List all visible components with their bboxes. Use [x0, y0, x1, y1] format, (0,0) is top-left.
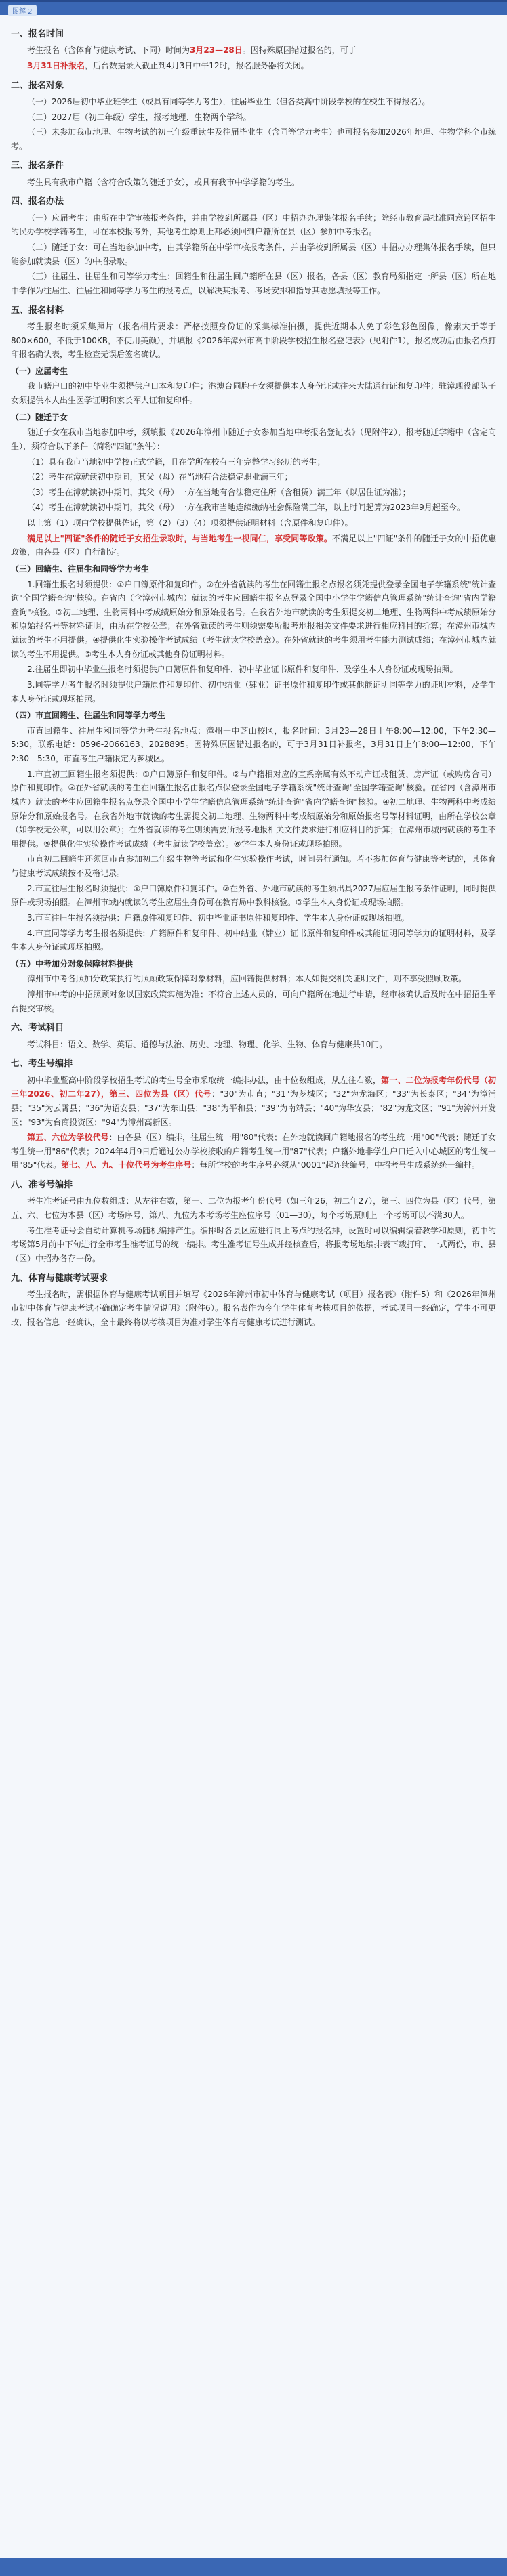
- highlight-text: 3月23—28日: [190, 45, 243, 56]
- body-text: 四、报名办法: [11, 196, 64, 207]
- body-text: （四）市直回籍生、往届生和同等学力考生: [11, 711, 166, 721]
- paragraph: [11, 455, 496, 469]
- body-text: 考生准考证号会自动计算机考场随机编排产生。编排时各县区应进行同上考点的报名排，设置时可以编辑编着教学和原则，初中的考场第5月前中下旬进行全市考生准考证号的统一编排。考生准考证号生成并经核查后，将报考场地编排表下载打印、一式两份，市、县（区）中招办各存一份。: [11, 1225, 496, 1263]
- paragraph: [11, 882, 496, 910]
- section-heading: [11, 194, 496, 209]
- body-text: （三）未参加我市地理、生物考试的初三年级重读生及往届毕业生（含同等学力考生）也可报名参加2026年地理、生物学科全市统考。: [11, 127, 496, 151]
- paragraph: [11, 927, 496, 954]
- section-heading: [11, 79, 496, 93]
- section-heading: [11, 1271, 496, 1286]
- paragraph: [11, 767, 496, 851]
- body-text: 市直回籍生、往届生和同等学力考生报名地点：漳州一中芝山校区，报名时间：3月23—28日上午8:00—12:00，下午2:30—5:30，联系电话：0596-2066163、2028895。因特殊原因错过报名的，可于3月31日补报名，3月31日上午8:00—12:00，下午2:30—5:30，市直考生户籍限定为芗城区。: [11, 725, 496, 764]
- highlight-text: 第一、二位为报考年份代号（初三年2026、初二年27），第三、四位为县（区）代号: [11, 1075, 496, 1099]
- paragraph: [11, 211, 496, 239]
- body-text: 我市籍户口的初中毕业生须提供户口本和复印件；港澳台同胞子女须提供本人身份证或往来大陆通行证和复印件；驻漳现役部队子女须提供本人出生医学证明和家长军人证和复印件。: [11, 381, 496, 406]
- body-text: ，后台数据录入截止到4月3日中午12时，报名服务器将关闭。: [85, 60, 309, 70]
- section-heading: [11, 562, 496, 576]
- body-text: 市直初二回籍生还须回市直参加初二年级生物等考试和化生实验操作考试，时间另行通知。若不参加体育与健康等考试的，其体育与健康考试成绩按不及格记录。: [11, 854, 496, 879]
- paragraph: [11, 59, 496, 73]
- header-tag: 图解 2: [8, 5, 37, 16]
- bottom-bar: [0, 2558, 507, 2576]
- body-text: 考生具有我市户籍（含符合政策的随迁子女），或具有我市中学学籍的考生。: [27, 177, 300, 187]
- paragraph: [11, 1131, 496, 1173]
- paragraph: [11, 270, 496, 297]
- body-text: ："30"为市直；"31"为芗城区；"32"为龙海区；"33"为长泰区；"34"为漳浦县；"35"为云霄县；"36"为诏安县；"37"为东山县；"38"为平和县；"39"为南靖县；"40"为华安县；"82"为龙文区；"91"为漳州开发区；"93"为台商投资区；"94"为漳州高新区。: [11, 1089, 497, 1127]
- body-text: （4）考生在漳就读初中期间，其父（母）一方在我市当地连续缴纳社会保险满三年，以上时间起算为2023年9月起至今。: [27, 503, 465, 513]
- paragraph: [11, 1038, 496, 1052]
- body-text: ：每所学校的考生序号必须从"0001"起连续编号，中招考号生成系统统一编排。: [191, 1160, 480, 1170]
- section-heading: [11, 1021, 496, 1036]
- paragraph: [11, 911, 496, 925]
- body-text: （二）随迁子女: [11, 412, 68, 422]
- body-text: 考生报名（含体育与健康考试、下同）时间为: [27, 45, 190, 56]
- section-heading: [11, 27, 496, 42]
- paragraph: [11, 724, 496, 766]
- body-text: 3.同等学力考生报名时须提供户籍原件和复印件、初中结业（肄业）证书原件和复印件或其他能证明同等学力的证明材料，及学生本人身份证或现场拍照。: [11, 679, 496, 704]
- body-text: （一）2026届初中毕业班学生（或具有同等学力考生），往届毕业生（但各类高中阶段学校的在校生不得报名）。: [27, 96, 430, 106]
- body-text: 2.往届生即初中毕业生报名时须提供户口簿原件和复印件、初中毕业证书原件和复印件、及学生本人身份证或现场拍照。: [27, 664, 458, 675]
- section-heading: [11, 957, 496, 971]
- body-text: （三）回籍生、往届生和同等学力考生: [11, 564, 150, 574]
- body-text: 考生报名时，需根据体育与健康考试项目并填写《2026年漳州市初中体育与健康考试（项目）报名表》（附件5）和《2026年漳州市初中体育与健康考试不确确定考生情况说明》（附件6）。报名表作为今年学生体育考核项目的依据，考试项目一经确定，学生不可更改，报名信息一经确认，全市最终将以考核项目为准对学生体育与健康考试进行测试。: [11, 1289, 496, 1328]
- paragraph: [11, 1288, 496, 1330]
- body-text: （一）应届考生: [11, 366, 68, 376]
- paragraph: [11, 516, 496, 530]
- body-text: 八、准考号编排: [11, 1180, 73, 1191]
- section-heading: [11, 1178, 496, 1193]
- section-heading: [11, 410, 496, 425]
- body-text: 。因特殊原因错过报名的，可于: [242, 45, 357, 56]
- body-text: 九、体育与健康考试要求: [11, 1273, 108, 1284]
- body-text: 七、考生号编排: [11, 1059, 73, 1070]
- section-heading: [11, 159, 496, 173]
- body-text: 初中毕业暨高中阶段学校招生考试的考生号全市采取统一编排办法，由十位数组成，从左往右数，: [27, 1075, 382, 1085]
- paragraph: [11, 470, 496, 484]
- paragraph: [11, 175, 496, 190]
- body-text: 考生报名时须采集照片（报名相片要求：严格按照身份证的采集标准拍摄，提供近期本人免子彩色彩色图像，像素大于等于800×600，不低于100KB，不使用美颜），并填报《2026年漳州市高中阶段学校招生报名登记表》（见附件1），报名成功后由报名点打印报名确认表，考生检查无误后签名确认。: [11, 321, 496, 360]
- body-text: （二）2027届（初二年级）学生，报考地理、生物两个学科。: [27, 112, 251, 122]
- body-text: 漳州市中考的中招照顾对象以国家政策实施为准；不符合上述人员的，可向户籍所在地进行申请，经审核确认后及时在中招招生平台提交审核。: [11, 990, 496, 1013]
- paragraph: [11, 1074, 496, 1130]
- body-text: （1）具有我市当地初中学校正式学籍，且在学所在校有三年完整学习经历的考生；: [27, 457, 325, 467]
- paragraph: [11, 501, 496, 515]
- paragraph: [11, 532, 496, 559]
- body-text: 4.市直同等学力考生报名须提供：户籍原件和复印件、初中结业（肄业）证书原件和复印件或其能证明同等学力的证明材料，及学生本人身份证或现场拍照。: [11, 928, 496, 952]
- body-text: 考试科目：语文、数学、英语、道德与法治、历史、地理、物理、化学、生物、体育与健康共10门。: [27, 1039, 388, 1049]
- paragraph: [11, 662, 496, 677]
- body-text: 3.市直往届生报名须提供：户籍原件和复印件、初中毕业证书原件和复印件、学生本人身份证或现场拍照。: [27, 912, 409, 923]
- paragraph: [11, 125, 496, 153]
- paragraph: [11, 320, 496, 362]
- body-text: 1.市直初三回籍生报名须提供：①户口簿原件和复印件。②与户籍相对应的直系亲属有效不动产证或租赁、房产证（或购房合同）原件和复印件。③在外省就读的考生在回籍生报名由报名点保登录全国电子学籍系统"统计查询"全国学籍查询"核验。在省内（含漳州市城内）就读的考生应回籍生报名点登录全国中小学生学籍信息管理系统"统计查询"省内学籍查询"核验。④初二地理、生物两科中考成绩原始分和原始报名号。在我省外地市就读的考生需提交初二地理、生物两科中考成绩原始分和原始报名号等材料证明，由所在学校公章（如学校无公章，可以用公章）；在外省就读的考生则须需要所报考地报相关文件要求进行相应科目的折算；在漳州市城内就读的考生不用提供。⑤提供化生实验操作考试成绩（考生就读学校盖章）。⑥学生本人身份证或现场拍照。: [11, 769, 496, 849]
- top-bar: [0, 0, 507, 15]
- paragraph: [11, 578, 496, 662]
- body-text: ：由各县（区）编排，往届生统一用"80"代表；在外地就读回户籍地报名的考生统一用"00"代表；随迁子女考生统一用"86"代表；2024年4月9日后通过公办学校接收的户籍考生统一用"87"代表；户籍外地非学生户口迁入中心城区的考生统一用"85"代表。: [11, 1133, 496, 1170]
- body-text: （3）考生在漳就读初中期间，其父（母）一方在当地有合法稳定住所（含租赁）满三年（以居住证为准）；: [27, 487, 411, 497]
- paragraph: [11, 95, 496, 109]
- body-text: 不满足以上"四证"条件的随迁子女的中招优惠政策，由各县（区）自行制定。: [11, 533, 496, 557]
- body-text: （五）中考加分对象保障材料提供: [11, 958, 134, 969]
- paragraph: [11, 972, 496, 986]
- paragraph: [11, 43, 496, 58]
- paragraph: [11, 425, 496, 453]
- paragraph: [11, 988, 496, 1015]
- article-body: [11, 22, 496, 1331]
- highlight-text: 第七、八、九、十位代号为考生序号: [61, 1160, 192, 1170]
- body-text: （2）考生在漳就读初中期间，其父（母）在当地有合法稳定职业满三年；: [27, 472, 293, 482]
- highlight-text: 满足以上"四证"条件的随迁子女招生录取时，与当地考生一视同仁，享受同等政策。: [27, 533, 333, 543]
- paragraph: [11, 852, 496, 880]
- body-text: （二）随迁子女：可在当地参加中考，由其学籍所在中学审核报考条件，并由学校到所属县（区）中招办办理集体报名手续，但只能参加就读县（区）的中招录取。: [11, 242, 496, 266]
- highlight-text: 3月31日补报名: [27, 60, 85, 70]
- body-text: （三）往届生、往届生和同等学力考生：回籍生和往届生回户籍所在县（区）报名，各县（区）教育局须指定一所县（区）所在地中学作为往届生、往届生和同等学力考生的报考点，以解决其报考、考场安排和指导其志愿填报等工作。: [11, 272, 496, 295]
- paragraph: [11, 486, 496, 500]
- body-text: （一）应届考生：由所在中学审核报考条件，并由学校到所属县（区）中招办办理集体报名手续；除经市教育局批准同意跨区招生的民办学校学籍考生，可在本校报考外，其他考生原则上都必须回到户籍所在县（区）参加中考报名。: [11, 213, 496, 237]
- body-text: 1.回籍生报名时须提供：①户口簿原件和复印件。②在外省就读的考生在回籍生报名点报名须凭提供登录全国电子学籍系统"统计查询"全国学籍查询"核验。在省内（含漳州市城内）就读的考生应回籍生报名点登录全国中小学生学籍信息管理系统"统计查询"省内学籍查询"核验。③初二地理、生物两科中考成绩原始分和原始报名号。在我省外地市就读的考生须提交初二地理、生物两科中考成绩原始分和原始报名号等材料证明，由所在学校公章；在外省就读的考生则须需要所报考地报相关文件要求进行相应科目的折算；在漳州市城内就读的考生不用提供。④提供化生实验操作考试成绩（考生就读学校盖章）。在外省就读的考生须用考生能力测试成绩；在漳州市城内就读的考生不用提供。⑤考生本人身份证或其他身份证明材料。: [11, 579, 496, 659]
- body-text: 六、考试科目: [11, 1023, 64, 1034]
- paragraph: [11, 1224, 496, 1266]
- body-text: 一、报名时间: [11, 29, 64, 39]
- highlight-text: 第五、六位为学校代号: [27, 1133, 109, 1143]
- paragraph: [11, 240, 496, 268]
- body-text: 考生准考证号由九位数组成：从左往右数，第一、二位为报考年份代号（如三年26，初二年27），第三、四位为县（区）代号，第五、六、七位为本县（区）考场序号，第八、九位为本考场考生座位序号（01—30），每个考场原则上一个考场可以不满30人。: [11, 1196, 496, 1220]
- paragraph: [11, 110, 496, 125]
- body-text: 随迁子女在我市当地参加中考，须填报《2026年漳州市随迁子女参加当地中考报名登记表》（见附件2），报考随迁学籍中（含定向生），须符合以下条件（简称"四证"条件）：: [11, 427, 496, 451]
- body-text: 三、报名条件: [11, 161, 64, 171]
- section-heading: [11, 364, 496, 379]
- paragraph: [11, 678, 496, 706]
- body-text: 五、报名材料: [11, 305, 64, 316]
- paragraph: [11, 1194, 496, 1222]
- body-text: 漳州市中考各照加分政策执行的照顾政策保障对象材料，应回籍提供材料；本人如提交相关证明文件，则不享受照顾政策。: [27, 974, 467, 984]
- section-heading: [11, 709, 496, 723]
- body-text: 以上第（1）项由学校提供佐证，第（2）（3）（4）项须提供证明材料（含原件和复印件）。: [27, 518, 353, 528]
- body-text: 二、报名对象: [11, 80, 64, 91]
- paragraph: [11, 379, 496, 407]
- section-heading: [11, 1057, 496, 1072]
- section-heading: [11, 303, 496, 318]
- body-text: 2.市直往届生报名时须提供：①户口簿原件和复印件。②在外省、外地市就读的考生须出具2027届应届生报考条件证明，同时提供原件或现场拍照。在漳州市域内就读的考生应届生身份可在教育局中教科核验。③学生本人身份证或现场拍照。: [11, 883, 496, 908]
